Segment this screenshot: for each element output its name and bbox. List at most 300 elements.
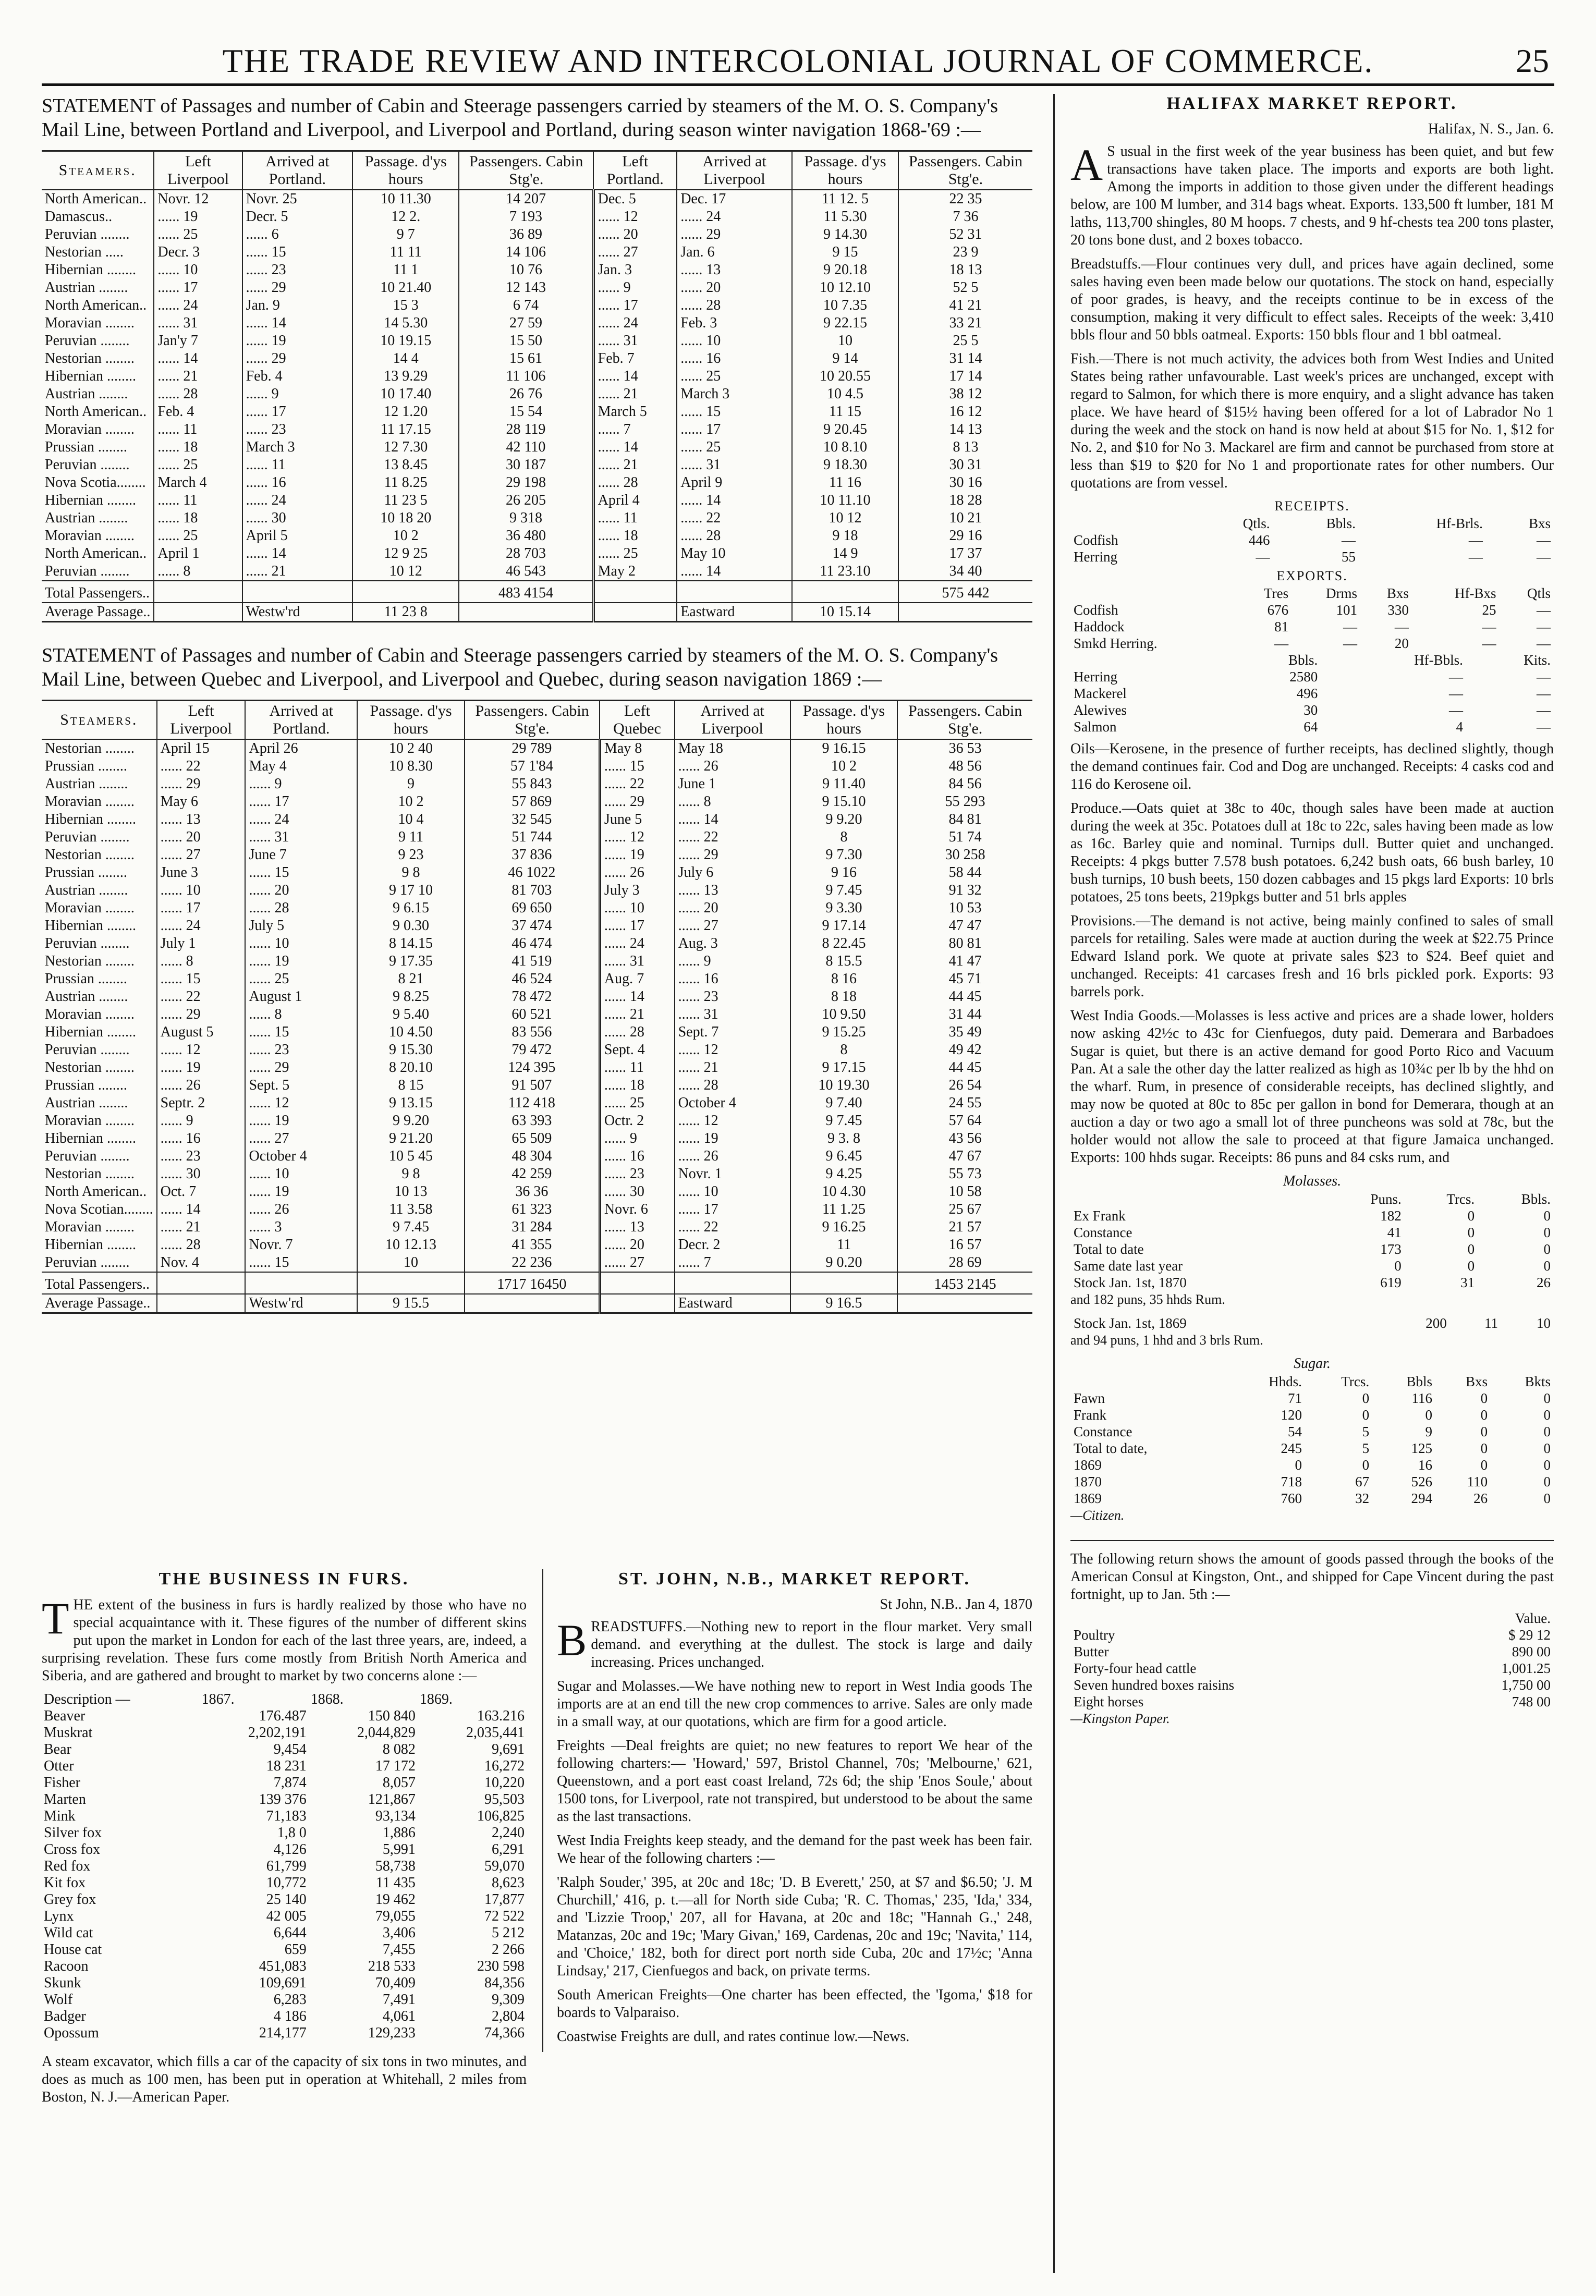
- receipts-cell: —: [1341, 532, 1356, 548]
- statement2-cell: 9 9.20: [357, 1112, 465, 1130]
- statement1-row: [42, 403, 1032, 421]
- sugar-header: Bbls: [1406, 1374, 1432, 1389]
- sugar-row: [1070, 1440, 1554, 1457]
- furs-header: 1869.: [419, 1691, 453, 1707]
- furs-cell: 2 266: [492, 1941, 525, 1958]
- sugar-cell: 0: [1480, 1390, 1488, 1406]
- furs-intro: [42, 1593, 527, 1685]
- statement2-row: [42, 758, 1032, 775]
- statement1-cell: Austrian ........: [45, 386, 128, 402]
- statement2-cell: 63 393: [465, 1112, 600, 1130]
- halifax-column: [1053, 94, 1554, 2273]
- statement2-cell: 112 418: [465, 1094, 600, 1112]
- statement2-cell: ...... 8: [157, 952, 246, 970]
- statement1-cell: North American..: [45, 191, 147, 207]
- statement1-cell: North American..: [45, 297, 147, 313]
- statement1-cell: 9 7: [352, 226, 459, 243]
- statement2-cell: 9 16: [790, 864, 898, 882]
- statement1-cell: ...... 17: [154, 279, 242, 297]
- sugar-cell: 0: [1362, 1390, 1370, 1406]
- halifax-oils: Oils—Kerosene, in the presence of further receipts, has declined slightly, though the demand continues fair. Cod and Dog are unchanged. Receipts: 4 casks cod and 116 do Kerosene oil.: [1070, 741, 1554, 792]
- statement1-cell: Dec. 17: [677, 190, 792, 208]
- statement1-cell: 11 23 8: [352, 603, 459, 622]
- molasses-cell: Total to date: [1074, 1241, 1144, 1257]
- statement2-cell: 11 3.58: [357, 1201, 465, 1218]
- statement1-cell: 10 7.35: [792, 297, 898, 314]
- statement2-row: [42, 828, 1032, 846]
- statement1-cell: ...... 13: [677, 261, 792, 279]
- statement2-cell: Septr. 2: [157, 1094, 246, 1112]
- statement2-cell: 29 789: [465, 739, 600, 758]
- kingston-source: —Kingston Paper.: [1070, 1711, 1170, 1726]
- furs-cell: Mink: [44, 1808, 76, 1824]
- statement1-cell: ...... 21: [593, 456, 677, 474]
- statement2-row: [42, 1006, 1032, 1023]
- statement2-row: [42, 811, 1032, 828]
- furs-cell: 2,240: [492, 1825, 525, 1841]
- statement2-cell: 31 284: [465, 1218, 600, 1236]
- statement2-cell: October 4: [675, 1094, 790, 1112]
- statement1-cell: 52 31: [898, 226, 1032, 243]
- sugar-header: [1070, 1373, 1227, 1390]
- statement2-cell: 10 5 45: [357, 1147, 465, 1165]
- statement2-cell: ...... 24: [245, 811, 357, 828]
- statement1-cell: [593, 603, 677, 622]
- molasses-stock-row: [1070, 1315, 1554, 1332]
- statement1-cell: 12 9 25: [352, 545, 459, 563]
- sugar-cell: 0: [1295, 1457, 1302, 1473]
- statement2-cell: ...... 9: [675, 952, 790, 970]
- molasses-cell: 0: [1394, 1258, 1402, 1274]
- molasses-cell: 0: [1543, 1258, 1551, 1274]
- statement2-cell: Sept. 7: [675, 1023, 790, 1041]
- furs-cell: Wild cat: [44, 1925, 93, 1941]
- statement2-cell: 55 73: [897, 1165, 1032, 1183]
- statement1-cell: ...... 20: [593, 226, 677, 243]
- molasses-cell: 0: [1467, 1225, 1475, 1240]
- statement2-cell: ...... 13: [157, 811, 246, 828]
- statement2-row: [42, 1094, 1032, 1112]
- furs-cell: 17 172: [375, 1758, 416, 1774]
- statement2-cell: 9 11.40: [790, 775, 898, 793]
- statement2-cell: ...... 24: [600, 935, 674, 952]
- statement2-cell: Moravian ........: [45, 793, 135, 810]
- statement1-cell: 7 193: [459, 208, 593, 226]
- molasses-row: [1070, 1241, 1554, 1257]
- sugar-cell: 26: [1473, 1491, 1488, 1506]
- statement2-cell: [790, 1272, 898, 1294]
- sugar-row: [1070, 1407, 1554, 1423]
- statement2-header-2: Arrived at Portland.: [245, 701, 357, 740]
- molasses-header: [1070, 1191, 1325, 1207]
- statement2-cell: 9 15.10: [790, 793, 898, 811]
- statement1-cell: ...... 25: [154, 456, 242, 474]
- statement1-cell: ...... 21: [154, 368, 242, 385]
- statement1-cell: ...... 14: [677, 492, 792, 509]
- kingston-row: [1070, 1643, 1554, 1660]
- sugar-cell: 32: [1355, 1491, 1370, 1506]
- sugar-cell: 0: [1543, 1457, 1551, 1473]
- statement2-cell: 9 4.25: [790, 1165, 898, 1183]
- furs-cell: 139 376: [259, 1791, 307, 1808]
- statement1-cell: Dec. 5: [593, 190, 677, 208]
- statement2-cell: 46 474: [465, 935, 600, 952]
- statement1-cell: 38 12: [898, 385, 1032, 403]
- exports-barrels-cell: Mackerel: [1074, 686, 1127, 701]
- sugar-cell: 0: [1480, 1440, 1488, 1456]
- sugar-row: [1070, 1457, 1554, 1473]
- statement2-header-7: Passage. d'ys hours: [790, 701, 898, 740]
- statement2-cell: 44 45: [897, 988, 1032, 1006]
- statement1-cell: 11 5.30: [792, 208, 898, 226]
- statement2-cell: ...... 27: [157, 846, 246, 864]
- statement2-cell: ...... 12: [600, 828, 674, 846]
- statement2-cell: ...... 26: [675, 1147, 790, 1165]
- exports-cell: —: [1343, 619, 1357, 634]
- statement2-cell: 83 556: [465, 1023, 600, 1041]
- exports-header: Tres: [1264, 585, 1289, 601]
- statement1-cell: Peruvian ........: [45, 333, 130, 349]
- kingston-row: [1070, 1627, 1554, 1643]
- statement1-cell: 11 16: [792, 474, 898, 492]
- statement1-cell: Average Passage..: [42, 603, 154, 622]
- statement1-cell: 29 16: [898, 527, 1032, 545]
- receipts-cell: Herring: [1074, 549, 1117, 565]
- statement1-cell: ...... 25: [593, 545, 677, 563]
- furs-cell: 163.216: [477, 1708, 525, 1724]
- stjohn-heading: ST. JOHN, N.B., MARKET REPORT.: [618, 1569, 971, 1589]
- furs-cell: 451,083: [259, 1958, 307, 1974]
- statement1-cell: 9 20.18: [792, 261, 898, 279]
- statement1-cell: ...... 21: [593, 385, 677, 403]
- halifax-intro: [1070, 140, 1554, 249]
- exports-barrels-row: [1070, 718, 1554, 735]
- furs-cell: 1,886: [382, 1825, 416, 1841]
- statement1-cell: 30 16: [898, 474, 1032, 492]
- statement1-cell: 22 35: [898, 190, 1032, 208]
- statement1-cell: Decr. 5: [242, 208, 353, 226]
- statement2-cell: ...... 8: [675, 793, 790, 811]
- statement2-cell: Peruvian ........: [45, 1042, 130, 1058]
- statement2-cell: 10: [357, 1254, 465, 1272]
- statement1-row: [42, 509, 1032, 527]
- statement2-row: [42, 1183, 1032, 1201]
- statement1-row: [42, 438, 1032, 456]
- statement2-cell: ...... 19: [245, 952, 357, 970]
- furs-cell: Opossum: [44, 2025, 99, 2041]
- molasses-stock-cell: 10: [1537, 1315, 1551, 1331]
- statement2-cell: ...... 3: [245, 1218, 357, 1236]
- statement2-cell: 31 44: [897, 1006, 1032, 1023]
- exports-cell: —: [1537, 619, 1551, 634]
- statement1-cell: 10 19.15: [352, 332, 459, 350]
- statement1-cell: ...... 27: [593, 243, 677, 261]
- statement2-cell: 9 17.14: [790, 917, 898, 935]
- kingston-cell: Butter: [1074, 1644, 1109, 1659]
- statement1-cell: Feb. 3: [677, 314, 792, 332]
- exports-cell: 20: [1394, 636, 1409, 651]
- statement1-cell: Peruvian ........: [45, 226, 130, 242]
- receipts-header: Hf-Brls.: [1436, 516, 1483, 531]
- receipts-cell: —: [1537, 532, 1551, 548]
- molasses-note1: and 182 puns, 35 hhds Rum.: [1070, 1292, 1225, 1307]
- statement2-cell: Austrian ........: [45, 776, 128, 792]
- statement2-cell: 9 9.20: [790, 811, 898, 828]
- statement1-cell: 9 15: [792, 243, 898, 261]
- statement2-cell: 65 509: [465, 1130, 600, 1147]
- exports-cell: —: [1482, 619, 1496, 634]
- statement2-cell: Westw'rd: [245, 1294, 357, 1313]
- furs-cell: 2,202,191: [248, 1725, 307, 1741]
- halifax-dateline: Halifax, N. S., Jan. 6.: [1428, 121, 1554, 137]
- statement2-cell: April 26: [245, 739, 357, 758]
- statement2-cell: August 5: [157, 1023, 246, 1041]
- statement2-cell: ...... 14: [675, 811, 790, 828]
- sugar-table: [1070, 1373, 1554, 1507]
- statement1-cell: ...... 28: [677, 297, 792, 314]
- sugar-header: Hhds.: [1269, 1374, 1302, 1389]
- statement2-cell: Peruvian ........: [45, 1148, 130, 1164]
- furs-cell: 2,035,441: [466, 1725, 525, 1741]
- furs-cell: Beaver: [44, 1708, 86, 1724]
- statement2-cell: ...... 29: [245, 1059, 357, 1077]
- statement2-cell: ...... 10: [157, 882, 246, 899]
- statement2-cell: May 4: [245, 758, 357, 775]
- statement2-cell: Average Passage..: [42, 1294, 157, 1313]
- statement1-cell: ...... 24: [593, 314, 677, 332]
- exports-cell: —: [1482, 636, 1496, 651]
- furs-cell: 218 533: [368, 1958, 416, 1974]
- statement1-cell: ...... 11: [154, 421, 242, 438]
- statement2-cell: 46 524: [465, 970, 600, 988]
- statement2-cell: Sept. 4: [600, 1041, 674, 1059]
- statement2-cell: 9 17 10: [357, 882, 465, 899]
- molasses-stock-cell: 200: [1426, 1315, 1447, 1331]
- statement2-cell: 9 3. 8: [790, 1130, 898, 1147]
- statement1-cell: 42 110: [459, 438, 593, 456]
- sugar-cell: 9: [1425, 1424, 1432, 1439]
- statement2-cell: 22 236: [465, 1254, 600, 1272]
- furs-cell: 4,126: [273, 1841, 307, 1858]
- statement1-cell: 17 37: [898, 545, 1032, 563]
- statement1-caption: STATEMENT of Passages and number of Cabin and Steerage passengers carried by steamers of the M. O. S. Company's Mail Line, between Portland and Liverpool, and Liverpool and Portland, during season winter navigation 1868-'69 :—: [42, 95, 998, 141]
- statement2-row: [42, 775, 1032, 793]
- statement2-cell: 8 15.5: [790, 952, 898, 970]
- statement2-cell: June 3: [157, 864, 246, 882]
- statement1-cell: ...... 11: [593, 509, 677, 527]
- statement1-cell: 25 5: [898, 332, 1032, 350]
- statement2-cell: ...... 29: [157, 1006, 246, 1023]
- statement1-cell: 10 11.10: [792, 492, 898, 509]
- exports-barrels-cell: 64: [1303, 719, 1318, 735]
- statement2-cell: June 7: [245, 846, 357, 864]
- statement2-cell: 10 58: [897, 1183, 1032, 1201]
- furs-cell: Racoon: [44, 1958, 89, 1974]
- statement2-cell: ...... 22: [600, 775, 674, 793]
- receipts-cell: —: [1468, 549, 1483, 565]
- statement1-cell: ...... 20: [677, 279, 792, 297]
- statement1-cell: ...... 23: [242, 421, 353, 438]
- furs-cell: Grey fox: [44, 1891, 96, 1908]
- statement1-cell: ...... 9: [593, 279, 677, 297]
- exports-header: [1070, 585, 1235, 602]
- statement2-cell: 10 19.30: [790, 1077, 898, 1094]
- statement2-cell: ...... 12: [245, 1094, 357, 1112]
- statement2-cell: 25 67: [897, 1201, 1032, 1218]
- statement1-cell: 30 31: [898, 456, 1032, 474]
- statement1-cell: April 1: [154, 545, 242, 563]
- statement2-cell: 45 71: [897, 970, 1032, 988]
- statement2-cell: Austrian ........: [45, 1095, 128, 1111]
- statement1-cell: May 10: [677, 545, 792, 563]
- statement1-cell: [352, 581, 459, 603]
- statement1-cell: 34 40: [898, 563, 1032, 581]
- statement1-cell: 30 187: [459, 456, 593, 474]
- exports-header: Hf-Bxs: [1455, 585, 1496, 601]
- statement2-cell: 10 12.13: [357, 1236, 465, 1254]
- statement2-cell: ...... 23: [675, 988, 790, 1006]
- statement2-cell: June 5: [600, 811, 674, 828]
- statement1-header-7: Passage. d'ys hours: [792, 151, 898, 190]
- statement2-cell: ...... 30: [600, 1183, 674, 1201]
- kingston-row: [1070, 1677, 1554, 1693]
- statement1-cell: ...... 14: [677, 563, 792, 581]
- statement1-cell: ...... 17: [677, 421, 792, 438]
- statement1-cell: 7 36: [898, 208, 1032, 226]
- exports-cell: —: [1537, 636, 1551, 651]
- statement2-cell: 9 15.25: [790, 1023, 898, 1041]
- statement1-cell: Austrian ........: [45, 510, 128, 526]
- statement2-cell: Prussian ........: [45, 758, 127, 774]
- statement2-cell: 1717 16450: [465, 1272, 600, 1294]
- receipts-header: Qtls.: [1242, 516, 1270, 531]
- molasses-label: Molasses.: [1283, 1173, 1342, 1189]
- statement2-cell: 41 47: [897, 952, 1032, 970]
- statement2-total-row: [42, 1272, 1032, 1294]
- kingston-cell: Forty-four head cattle: [1074, 1660, 1197, 1676]
- exports-barrels-cell: —: [1537, 686, 1551, 701]
- furs-cell: 8 082: [382, 1741, 416, 1757]
- statement2-cell: 9: [357, 775, 465, 793]
- statement1-cell: 12 143: [459, 279, 593, 297]
- statement2-cell: Total Passengers..: [42, 1272, 157, 1294]
- statement2-cell: ...... 10: [245, 1165, 357, 1183]
- receipts-cell: 55: [1341, 549, 1356, 565]
- sugar-cell: 0: [1362, 1407, 1370, 1423]
- statement1-cell: ...... 18: [154, 509, 242, 527]
- statement1-cell: 41 21: [898, 297, 1032, 314]
- molasses-row: [1070, 1257, 1554, 1274]
- sugar-cell: 0: [1543, 1407, 1551, 1423]
- furs-cell: Lynx: [44, 1908, 74, 1924]
- sugar-cell: 0: [1480, 1407, 1488, 1423]
- statement2-cell: ...... 7: [675, 1254, 790, 1272]
- statement1-cell: 27 59: [459, 314, 593, 332]
- receipts-cell: 446: [1248, 532, 1270, 548]
- furs-cell: 121,867: [368, 1791, 416, 1808]
- furs-row: [42, 1775, 527, 1791]
- exports-barrels-header: Bbls.: [1288, 652, 1318, 668]
- furs-row: [42, 1808, 527, 1825]
- molasses-cell: 0: [1467, 1241, 1475, 1257]
- statement1-cell: ...... 29: [242, 279, 353, 297]
- statement1-cell: 13 8.45: [352, 456, 459, 474]
- statement2-cell: ...... 29: [600, 793, 674, 811]
- molasses-cell: Stock Jan. 1st, 1870: [1074, 1275, 1187, 1290]
- statement1-cell: North American..: [45, 545, 147, 561]
- receipts-table: [1070, 515, 1554, 565]
- statement2-cell: ...... 10: [245, 935, 357, 952]
- receipts-header: Bxs: [1528, 516, 1551, 531]
- statement2-cell: ...... 22: [675, 828, 790, 846]
- statement2-cell: [600, 1272, 674, 1294]
- statement2-cell: ...... 15: [245, 1023, 357, 1041]
- furs-row: [42, 1758, 527, 1775]
- furs-row: [42, 1925, 527, 1941]
- stjohn-coastwise: Coastwise Freights are dull, and rates continue low.—News.: [557, 2029, 910, 2045]
- statement2-cell: ...... 8: [245, 1006, 357, 1023]
- sugar-cell: 245: [1281, 1440, 1302, 1456]
- statement1-cell: 10 76: [459, 261, 593, 279]
- statement2-cell: 9 6.45: [790, 1147, 898, 1165]
- statement1-cell: 14 13: [898, 421, 1032, 438]
- sugar-row: [1070, 1390, 1554, 1407]
- statement2-cell: July 5: [245, 917, 357, 935]
- sugar-cell: 0: [1362, 1457, 1370, 1473]
- statement2-cell: 49 42: [897, 1041, 1032, 1059]
- statement1-cell: 18 13: [898, 261, 1032, 279]
- statement1-cell: Decr. 3: [154, 243, 242, 261]
- statement2-cell: ...... 9: [245, 775, 357, 793]
- statement2-cell: 9 6.15: [357, 899, 465, 917]
- statement2-cell: ...... 28: [245, 899, 357, 917]
- exports-barrels-header: Hf-Bbls.: [1414, 652, 1463, 668]
- statement2-header-1: Left Liverpool: [157, 701, 246, 740]
- kingston-cell: 1,750 00: [1501, 1677, 1551, 1693]
- statement2-cell: 37 836: [465, 846, 600, 864]
- statement1-cell: [593, 581, 677, 603]
- statement2-cell: 91 507: [465, 1077, 600, 1094]
- stjohn-report: [542, 1569, 1032, 2052]
- statement1-cell: Jan. 6: [677, 243, 792, 261]
- exports-cell: Haddock: [1074, 619, 1125, 634]
- left-columns: [42, 94, 1032, 2273]
- statement1-cell: ...... 19: [154, 208, 242, 226]
- statement1-average-row: [42, 603, 1032, 622]
- statement2-cell: 10 53: [897, 899, 1032, 917]
- exports-barrels-cell: 496: [1296, 686, 1318, 701]
- statement2-cell: 10 8.30: [357, 758, 465, 775]
- molasses-header: Trcs.: [1446, 1191, 1475, 1207]
- statement1-cell: 13 9.29: [352, 368, 459, 385]
- statement2-cell: ...... 23: [157, 1147, 246, 1165]
- statement1-cell: ...... 14: [242, 314, 353, 332]
- exports-table: [1070, 585, 1554, 652]
- statement1-cell: March 4: [154, 474, 242, 492]
- statement2-cell: 9 16.5: [790, 1294, 898, 1313]
- exports-cell: 25: [1482, 602, 1496, 618]
- statement2-cell: ...... 16: [600, 1147, 674, 1165]
- statement1-cell: 29 198: [459, 474, 593, 492]
- statement2-cell: 10 4: [357, 811, 465, 828]
- statement2-cell: ...... 15: [600, 758, 674, 775]
- statement2-cell: Decr. 2: [675, 1236, 790, 1254]
- statement2-cell: Nestorian ........: [45, 1059, 135, 1076]
- statement1-cell: Feb. 4: [242, 368, 353, 385]
- molasses-cell: 619: [1380, 1275, 1402, 1290]
- statement2-cell: ...... 19: [675, 1130, 790, 1147]
- molasses-cell: 0: [1467, 1208, 1475, 1224]
